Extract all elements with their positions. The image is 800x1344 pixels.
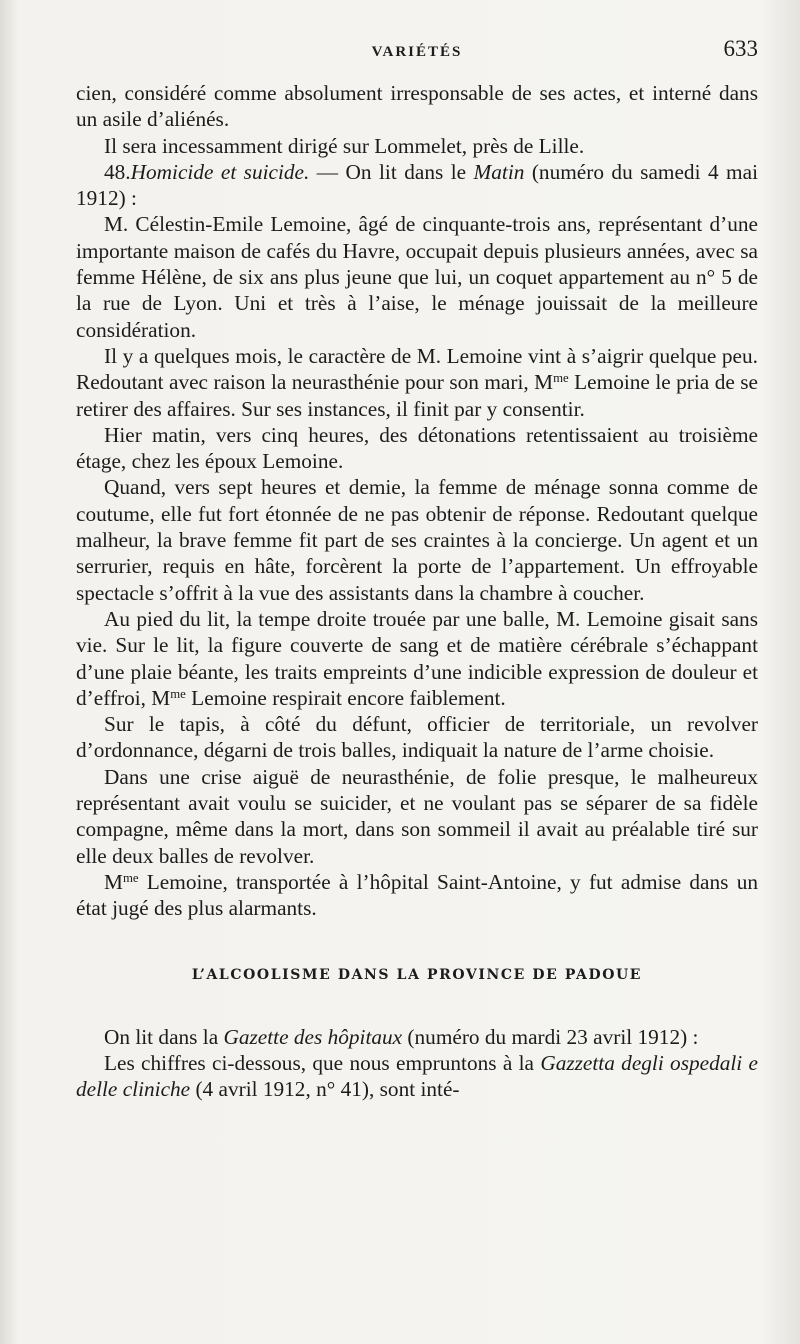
superscript: me (122, 870, 139, 885)
paragraph-text: Hier matin, vers cinq heures, des détonations retentissaient au troisième étage, chez les époux Lemoine. (76, 422, 758, 474)
paragraph-text: Les chiffres ci-dessous, que nous empruntons à la (104, 1050, 541, 1075)
paragraph-text: — On lit dans le (309, 159, 474, 184)
page-body (76, 80, 758, 1102)
paragraph-text: Sur le tapis, à côté du défunt, officier de territoriale, un revolver d’ordonnance, dégarni de trois balles, indiquait la nature de l’arme choisie. (76, 712, 758, 763)
paragraph-text: Au pied du lit, la tempe droite trouée par une balle, M. Lemoine gisait sans vie. Sur le lit, la figure couverte de sang et de matière cérébrale s’échappant d’une plaie béante, les traits empreints d’une indicible expression de douleur et d’effroi, M (76, 606, 758, 710)
paragraph (76, 869, 758, 922)
paragraph-text: Lemoine, transportée à l’hôpital Saint-Antoine, y fut admise dans un état jugé des plus alarmants. (76, 869, 758, 921)
journal-name: Gazzetta degli ospedali e delle cliniche (76, 1050, 758, 1102)
section-title: L’ALCOOLISME DANS LA PROVINCE DE PADOUE (191, 966, 643, 983)
paragraph-text: M. Célestin-Emile Lemoine, âgé de cinquante-trois ans, représentant d’une importante maison de cafés du Havre, occupait depuis plusieurs années, avec sa femme Hélène, de six ans plus jeune que lui, un coquet appartement au n° 5 de la rue de Lyon. Uni et très à l’aise, le ménage jouissait de la meilleure considération. (76, 212, 758, 342)
paragraph (76, 711, 758, 764)
paragraph (76, 764, 758, 869)
paragraph (76, 343, 758, 422)
paragraph-text: M (104, 869, 123, 894)
paragraph (76, 474, 758, 605)
superscript: me (170, 686, 186, 701)
page-number: 633 (723, 36, 758, 61)
paragraph (76, 133, 758, 159)
paragraph-text: Quand, vers sept heures et demie, la femme de ménage sonna comme de coutume, elle fut fort étonnée de ne pas obtenir de réponse. Redoutant quelque malheur, la brave femme fit part de ses craintes à la concierge. Un agent et un serrurier, requis en hâte, forcèrent la porte de l’appartement. Un effroyable spectacle s’offrit à la vue des assistants dans la chambre à coucher. (76, 475, 758, 605)
item-number: 48. (104, 159, 131, 184)
paragraph-text: (numéro du samedi 4 mai 1912) : (76, 159, 758, 211)
paragraph (76, 606, 758, 711)
paragraph-text: Dans une crise aiguë de neurasthénie, de folie presque, le malheureux représentant avait voulu se suicider, et ne voulant pas se séparer de sa fidèle compagne, même dans la mort, dans son sommeil il avait au préalable tiré sur elle deux balles de revolver. (76, 764, 758, 868)
paragraph-text: Lemoine le pria de se retirer des affaires. Sur ses instances, il finit par y consentir. (76, 370, 758, 421)
paragraph-text: Il y a quelques mois, le caractère de M. Lemoine vint à s’aigrir quelque peu. Redoutant avec raison la neurasthénie pour son mari, M (76, 343, 758, 395)
journal-name: Matin (473, 159, 525, 184)
paragraph-text: (numéro du mardi 23 avril 1912) : (402, 1024, 699, 1049)
paragraph (76, 1024, 758, 1050)
running-title: VARIÉTÉS (371, 44, 463, 60)
paragraph-text: On lit dans la (104, 1024, 224, 1049)
paragraph (76, 1050, 758, 1103)
page-header (76, 36, 758, 66)
paragraph (76, 422, 758, 475)
journal-name: Gazette des hôpitaux (223, 1024, 403, 1049)
paragraph (76, 80, 758, 133)
paragraph (76, 159, 758, 212)
paragraph (76, 211, 758, 342)
item-title: Homicide et suicide. (130, 159, 310, 184)
paragraph-text: (4 avril 1912, n° 41), sont inté- (190, 1077, 460, 1102)
superscript: me (553, 371, 569, 386)
paragraph-text: Il sera incessamment dirigé sur Lommelet, près de Lille. (104, 133, 585, 158)
paragraph-text: Lemoine respirait encore faiblement. (185, 685, 506, 710)
paragraph-text: cien, considéré comme absolument irresponsable de ses actes, et interné dans un asile d’aliénés. (76, 81, 758, 132)
